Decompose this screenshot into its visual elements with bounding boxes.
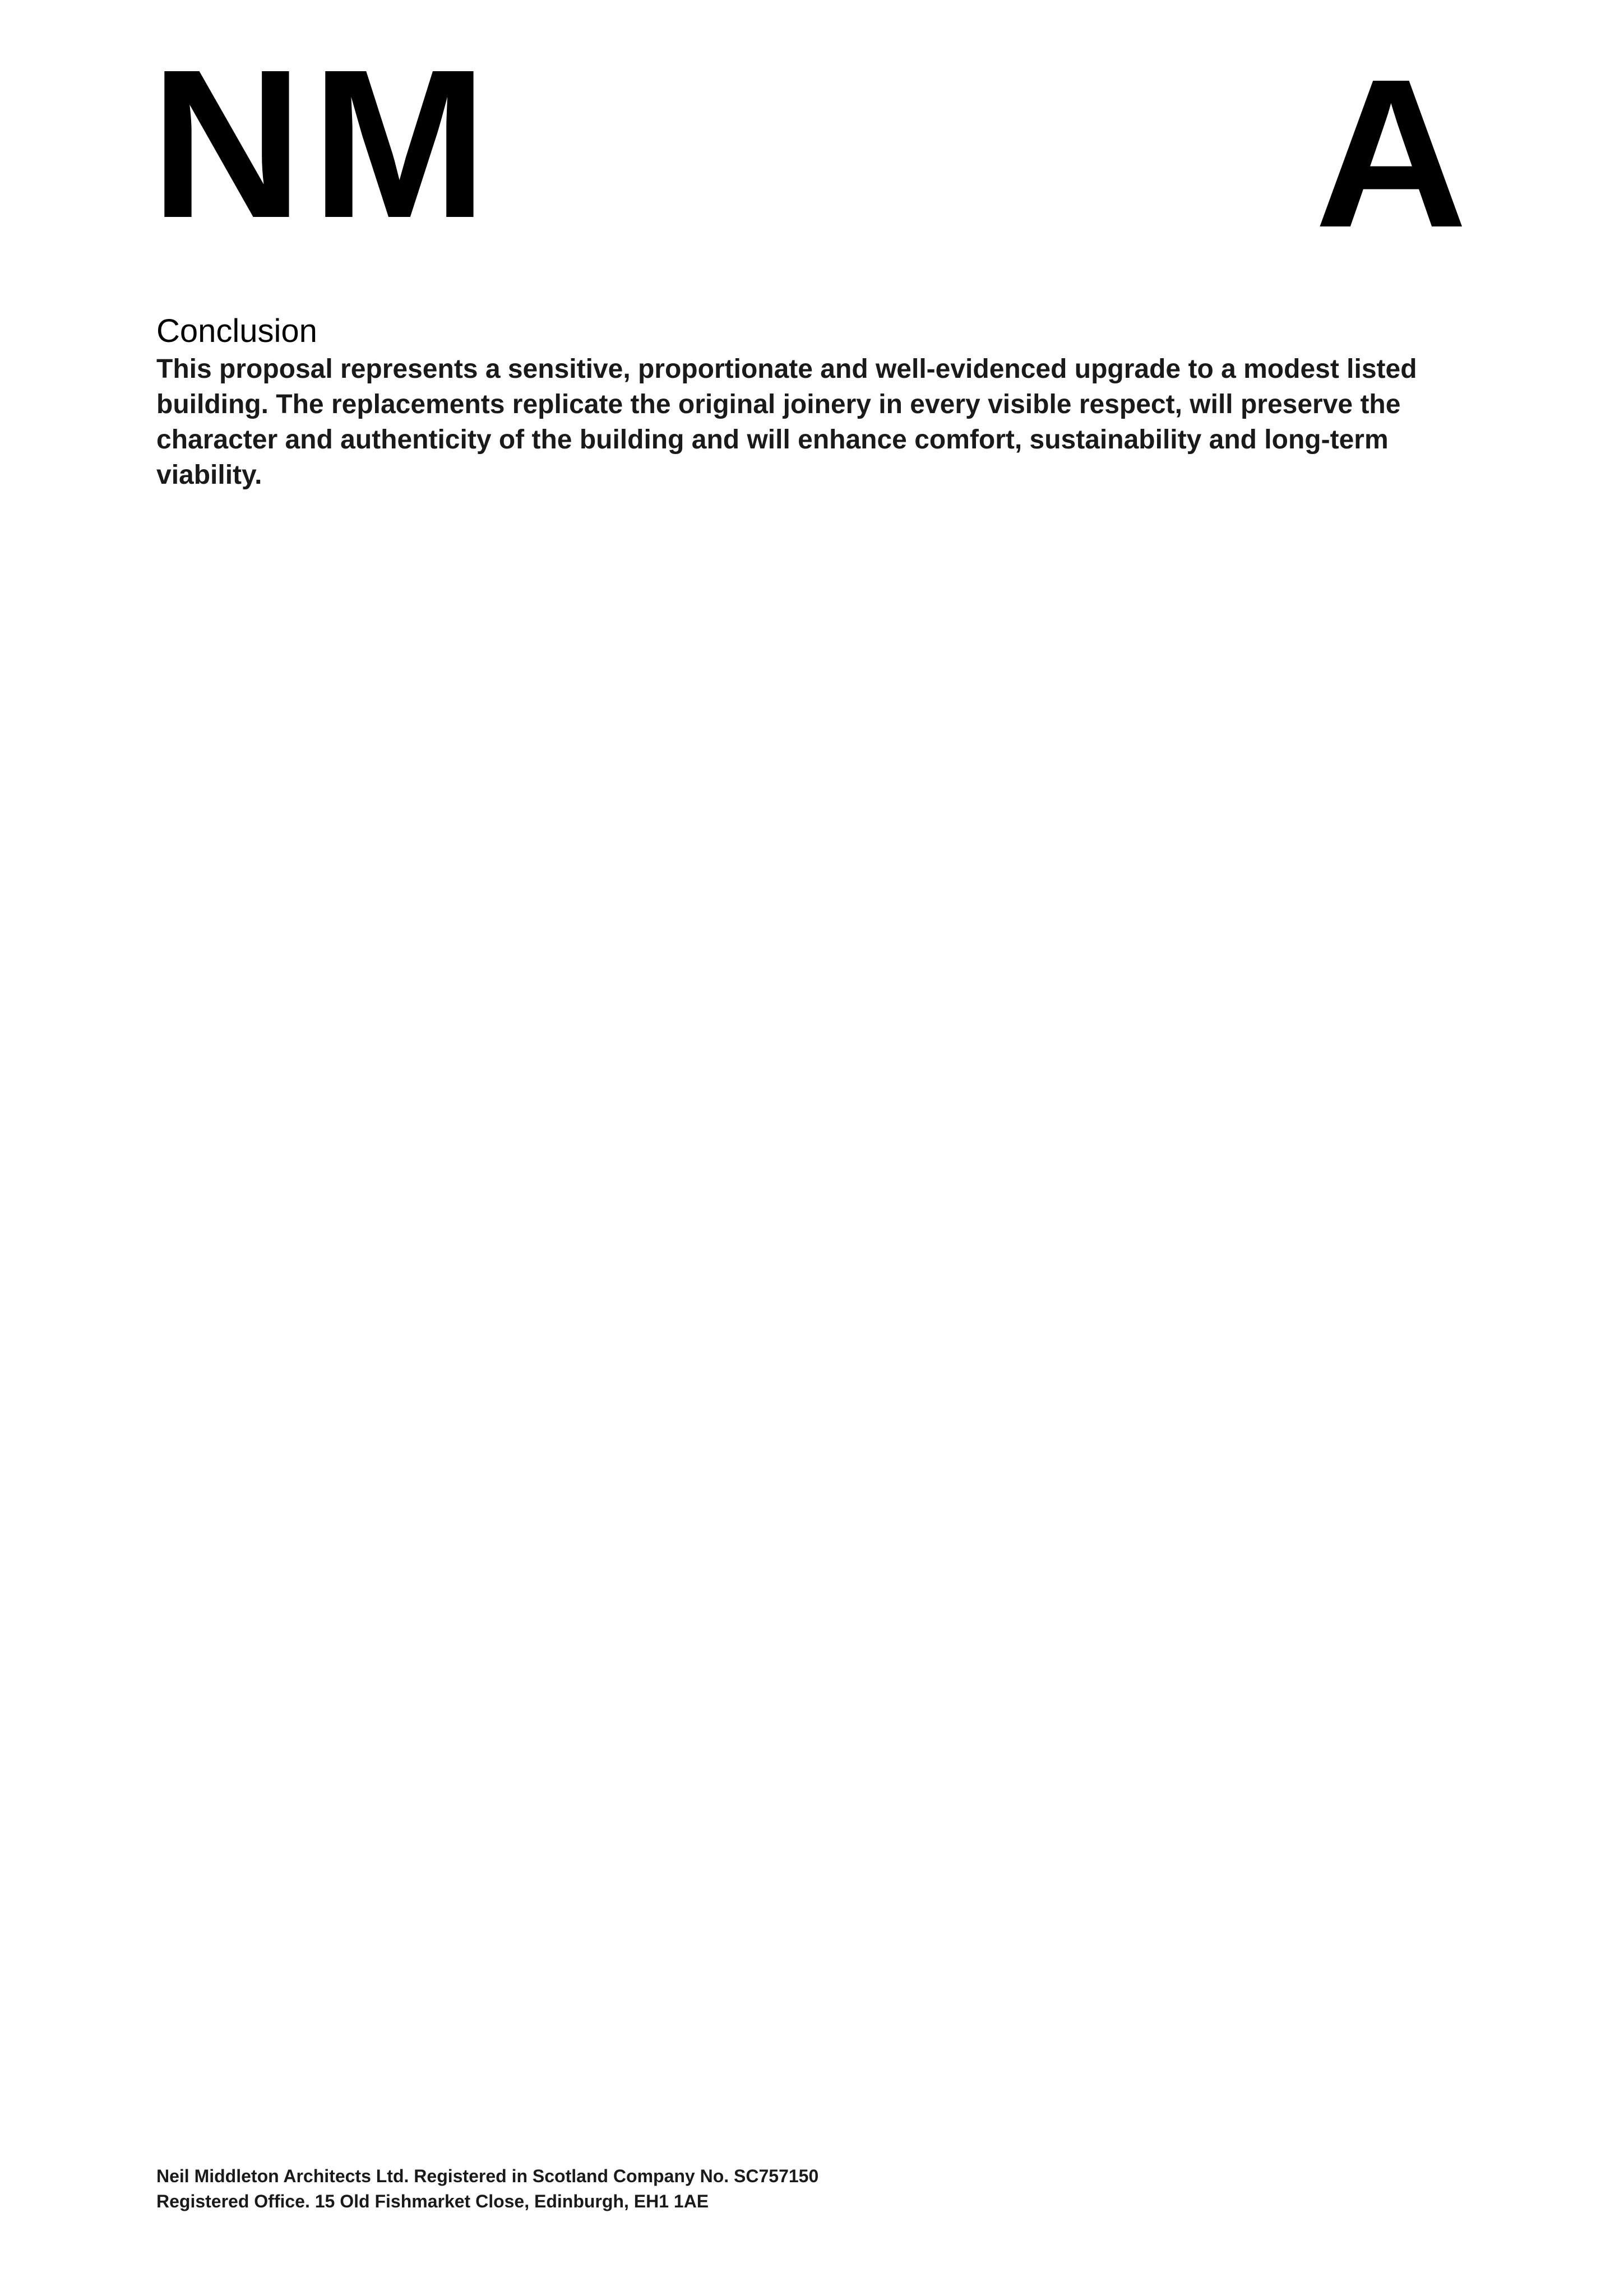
footer [156,2164,1278,2214]
logo-nm: NM [150,26,496,262]
conclusion-section [156,311,1479,493]
footer-office-line: Registered Office. 15 Old Fishmarket Close, Edinburgh, EH1 1AE [156,2191,709,2211]
section-title: Conclusion [156,313,317,349]
section-body: This proposal represents a sensitive, proportionate and well-evidenced upgrade to a modest listed building. The replacements replicate the original joinery in every visible respect, will preserve the character and authenticity of the building and will enhance comfort, sustainability and long-term viability. [156,354,1417,490]
logo-a: A [1315,35,1468,272]
footer-company-line: Neil Middleton Architects Ltd. Registered in Scotland Company No. SC757150 [156,2166,819,2186]
